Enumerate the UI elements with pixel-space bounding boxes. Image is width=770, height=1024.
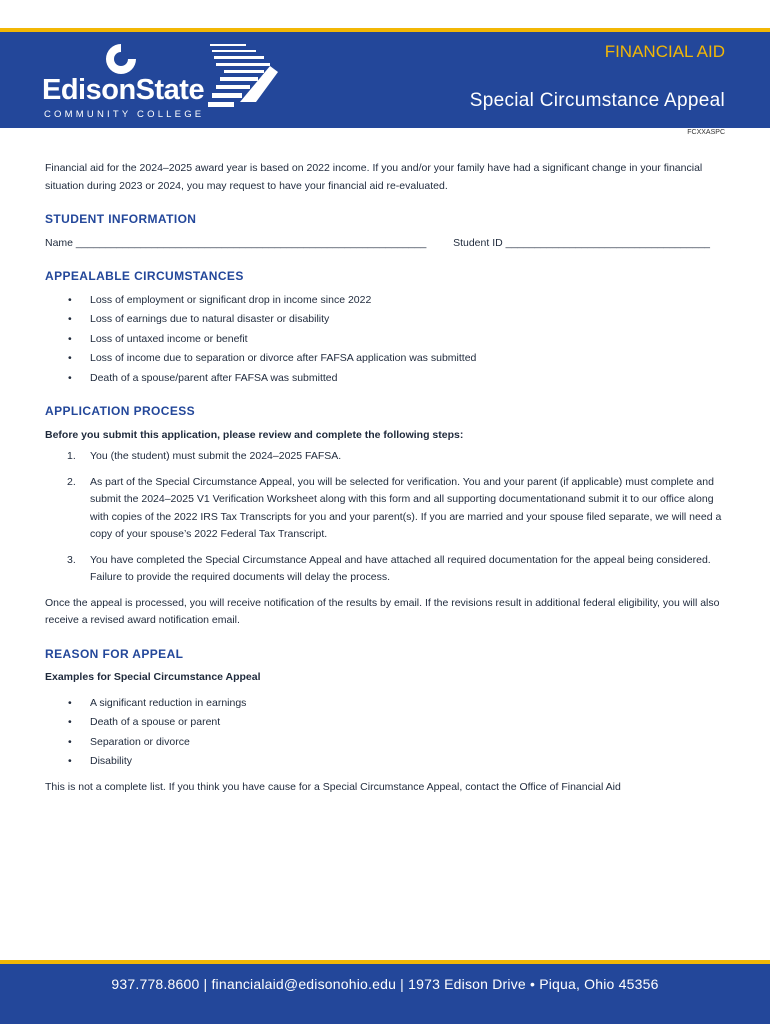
reason-subheading: Examples for Special Circumstance Appeal [45, 671, 261, 683]
process-note: Once the appeal is processed, you will receive notification of the results by email. If the revisions result in additional federal eligibility, you will also receive a revised award notification email. [45, 596, 720, 626]
page-title: Special Circumstance Appeal [469, 90, 725, 111]
step-item: 1. You (the student) must submit the 2024–2025 FAFSA. [67, 450, 342, 462]
process-steps [45, 448, 725, 587]
logo-name: EdisonState [42, 74, 205, 106]
list-item: • Separation or divorce [68, 735, 190, 748]
list-item: • Loss of earnings due to natural disaster or disability [68, 313, 330, 325]
reason-closing: This is not a complete list. If you think you have cause for a Special Circumstance Appeal, contact the Office of Financial Aid [45, 780, 621, 793]
reason-heading: REASON FOR APPEAL [45, 646, 184, 661]
department-title: FINANCIAL AID [604, 42, 725, 61]
form-code: FCXXASPC [687, 129, 725, 136]
page-header [0, 32, 770, 128]
top-margin [0, 0, 770, 28]
student-id-field[interactable]: Student ID ___________________________________ [453, 236, 710, 249]
logo-subtitle: COMMUNITY COLLEGE [44, 109, 205, 120]
intro-paragraph: Financial aid for the 2024–2025 award year is based on 2022 income. If you and/or your family have had a significant change in your financial situation during 2023 or 2024, you may request to have your financial aid re-evaluated. [45, 162, 703, 192]
circumstances-list [45, 292, 725, 388]
logo-lines-icon [200, 40, 300, 120]
step-item: 2. As part of the Special Circumstance Appeal, you will be selected for verification. You and your parent (if applicable) must complete and submit the 2024–2025 V1 Verification Worksheet along with this form and all supporting documentationand submit it to our office along with copies of the 2022 IRS Tax Transcripts for you and your parent(s). If you are married and your spouse filed separate, we will need a copy of your spouse’s 2022 Federal Tax Transcript. [67, 475, 722, 540]
student-info-heading: STUDENT INFORMATION [45, 212, 197, 226]
circumstances-heading: APPEALABLE CIRCUMSTANCES [45, 269, 244, 283]
list-item: • Death of a spouse/parent after FAFSA was submitted [68, 371, 338, 384]
list-item: • Disability [68, 755, 133, 767]
process-heading: APPLICATION PROCESS [45, 404, 196, 418]
step-item: 3. You have completed the Special Circumstance Appeal and have attached all required documentation for the appeal being considered. Failure to provide the required documents will delay the process. [67, 553, 711, 583]
logo-swirl-icon [102, 40, 140, 78]
list-item: • Loss of income due to separation or divorce after FAFSA application was submitted [68, 352, 477, 364]
form-body [45, 160, 725, 796]
college-logo [40, 38, 300, 124]
process-lead: Before you submit this application, please review and complete the following steps: [45, 428, 464, 441]
page-footer [0, 964, 770, 1024]
list-item: • A significant reduction in earnings [68, 696, 247, 709]
list-item: • Death of a spouse or parent [68, 716, 221, 728]
footer-contact: 937.778.8600 | financialaid@edisonohio.edu | 1973 Edison Drive • Piqua, Ohio 45356 [111, 976, 659, 992]
name-field[interactable]: Name ____________________________________________________________ [45, 236, 427, 249]
reason-list [45, 695, 725, 771]
list-item: • Loss of employment or significant drop in income since 2022 [68, 293, 372, 306]
student-info-fields [45, 235, 710, 253]
list-item: • Loss of untaxed income or benefit [68, 332, 248, 345]
